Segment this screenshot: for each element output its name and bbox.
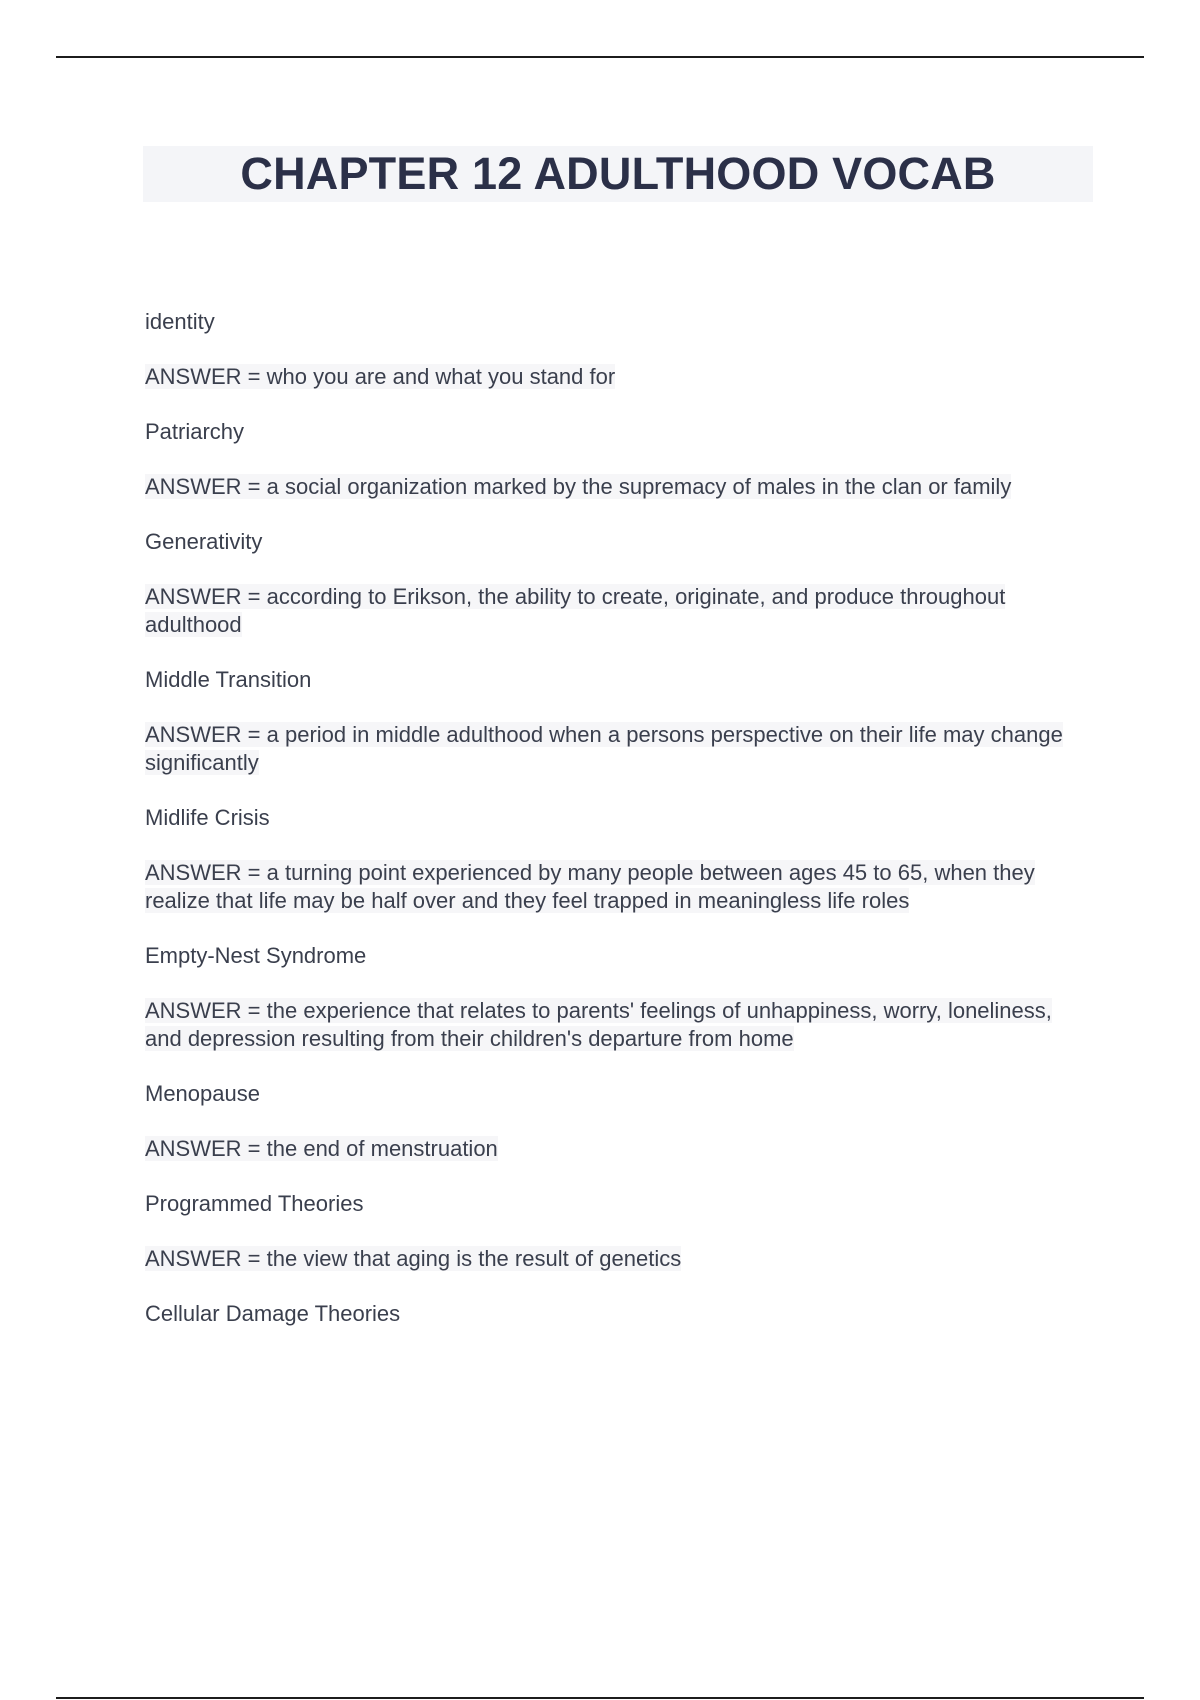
answer-prefix: ANSWER = [145, 860, 267, 885]
answer-prefix: ANSWER = [145, 1136, 267, 1161]
answer-text: the end of menstruation [266, 1136, 498, 1161]
answer-prefix: ANSWER = [145, 364, 267, 389]
vocab-entry [145, 528, 1090, 639]
vocab-answer [145, 997, 1090, 1053]
vocab-answer [145, 473, 1090, 501]
vocab-answer [145, 1135, 1090, 1163]
answer-prefix: ANSWER = [145, 474, 267, 499]
vocab-term: Generativity [145, 529, 263, 554]
vocab-term: Midlife Crisis [145, 805, 270, 830]
answer-text: a period in middle adulthood when a persons perspective on their life may change significantly [145, 722, 1063, 775]
answer-text: according to Erikson, the ability to create, originate, and produce throughout adulthood [145, 584, 1006, 637]
answer-text: a social organization marked by the supremacy of males in the clan or family [266, 474, 1012, 499]
answer-text: a turning point experienced by many people between ages 45 to 65, when they realize that life may be half over and they feel trapped in meaningless life roles [145, 860, 1035, 913]
vocab-entry [145, 1190, 1090, 1273]
answer-prefix: ANSWER = [145, 1246, 267, 1271]
answer-prefix: ANSWER = [145, 722, 267, 747]
vocab-term: Middle Transition [145, 667, 312, 692]
vocab-term: identity [145, 309, 215, 334]
vocab-term: Cellular Damage Theories [145, 1301, 401, 1326]
vocab-answer [145, 721, 1090, 777]
vocab-list [145, 308, 1090, 1355]
answer-text: the experience that relates to parents' feelings of unhappiness, worry, loneliness, and depression resulting from their children's departure from home [145, 998, 1052, 1051]
vocab-answer [145, 363, 1090, 391]
vocab-answer [145, 1245, 1090, 1273]
vocab-term: Empty-Nest Syndrome [145, 943, 367, 968]
vocab-entry [145, 804, 1090, 915]
vocab-term: Patriarchy [145, 419, 245, 444]
bottom-rule [56, 1697, 1144, 1699]
title-band [143, 146, 1093, 202]
vocab-entry [145, 418, 1090, 501]
answer-prefix: ANSWER = [145, 998, 267, 1023]
answer-prefix: ANSWER = [145, 584, 267, 609]
top-rule [56, 56, 1144, 58]
vocab-term: Menopause [145, 1081, 260, 1106]
answer-text: the view that aging is the result of genetics [266, 1246, 682, 1271]
vocab-answer [145, 583, 1090, 639]
vocab-term: Programmed Theories [145, 1191, 364, 1216]
vocab-entry [145, 1080, 1090, 1163]
vocab-entry [145, 308, 1090, 391]
vocab-entry [145, 942, 1090, 1053]
vocab-entry [145, 1300, 1090, 1328]
vocab-answer [145, 859, 1090, 915]
answer-text: who you are and what you stand for [266, 364, 616, 389]
document-title: CHAPTER 12 ADULTHOOD VOCAB [240, 148, 996, 199]
vocab-entry [145, 666, 1090, 777]
